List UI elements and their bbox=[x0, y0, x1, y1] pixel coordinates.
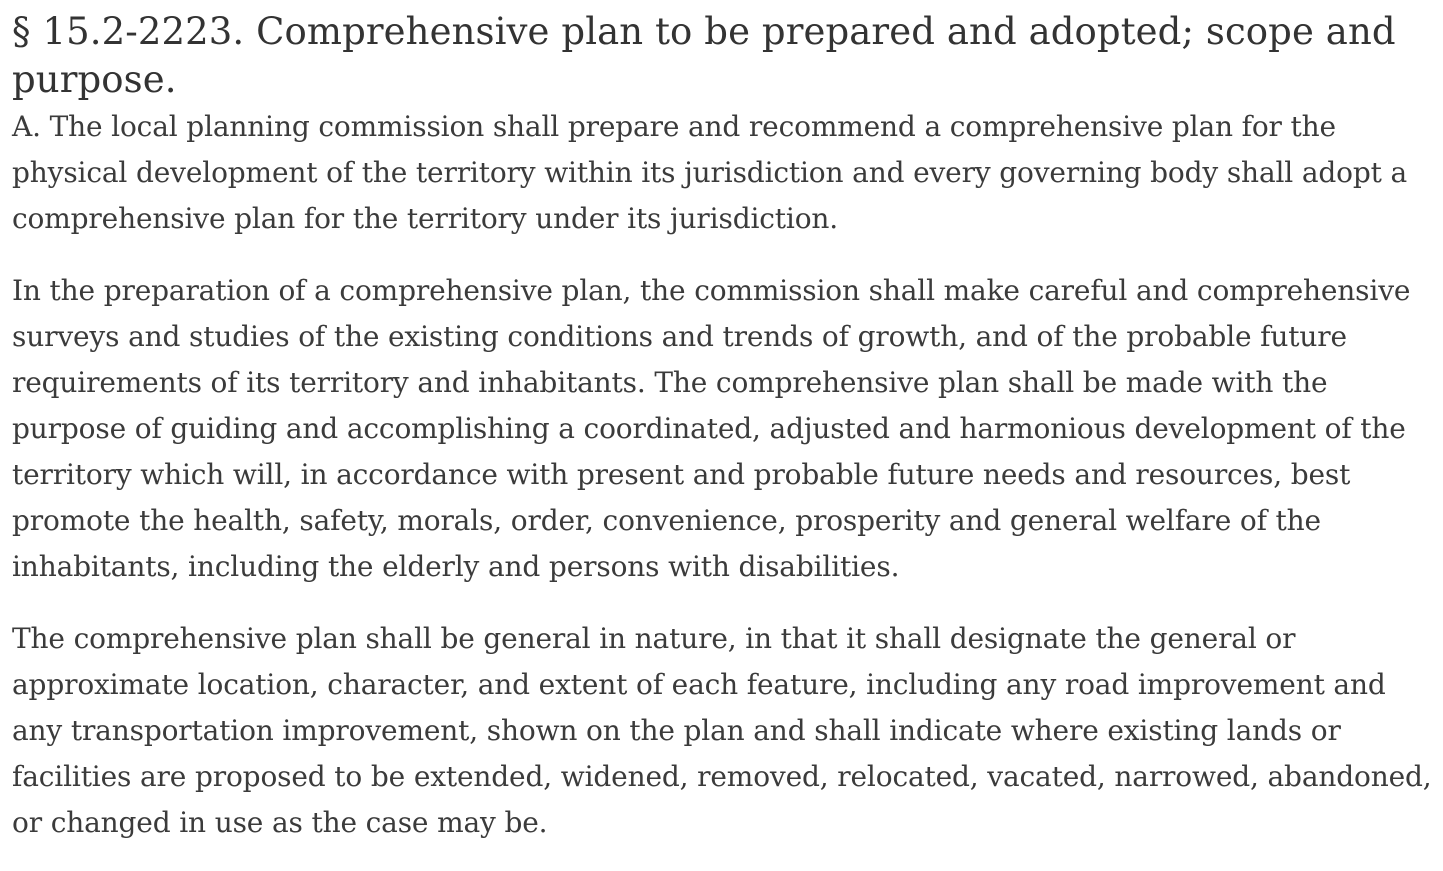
paragraph-preparation: In the preparation of a comprehensive plan, the commission shall make careful and comprehensive surveys and studies of the existing conditions and trends of growth, and of the probable future requirements of its territory and inhabitants. The comprehensive plan shall be made with the purpose of guiding and accomplishing a coordinated, adjusted and harmonious development of the territory which will, in accordance with present and probable future needs and resources, best promote the health, safety, morals, order, convenience, prosperity and general welfare of the inhabitants, including the elderly and persons with disabilities. bbox=[12, 274, 1411, 583]
paragraph-a: A. The local planning commission shall prepare and recommend a comprehensive plan for the physical development of the territory within its jurisdiction and every governing body shall adopt a comprehensive plan for the territory under its jurisdiction. bbox=[12, 110, 1408, 235]
section-title: § 15.2-2223. Comprehensive plan to be prepared and adopted; scope and purpose. bbox=[12, 10, 1396, 101]
paragraph-general-nature: The comprehensive plan shall be general in nature, in that it shall designate the general or approximate location, character, and extent of each feature, including any road improvement and any transportation improvement, shown on the plan and shall indicate where existing lands or facilities are proposed to be extended, widened, removed, relocated, vacated, narrowed, abandoned, or changed in use as the case may be. bbox=[12, 622, 1432, 839]
